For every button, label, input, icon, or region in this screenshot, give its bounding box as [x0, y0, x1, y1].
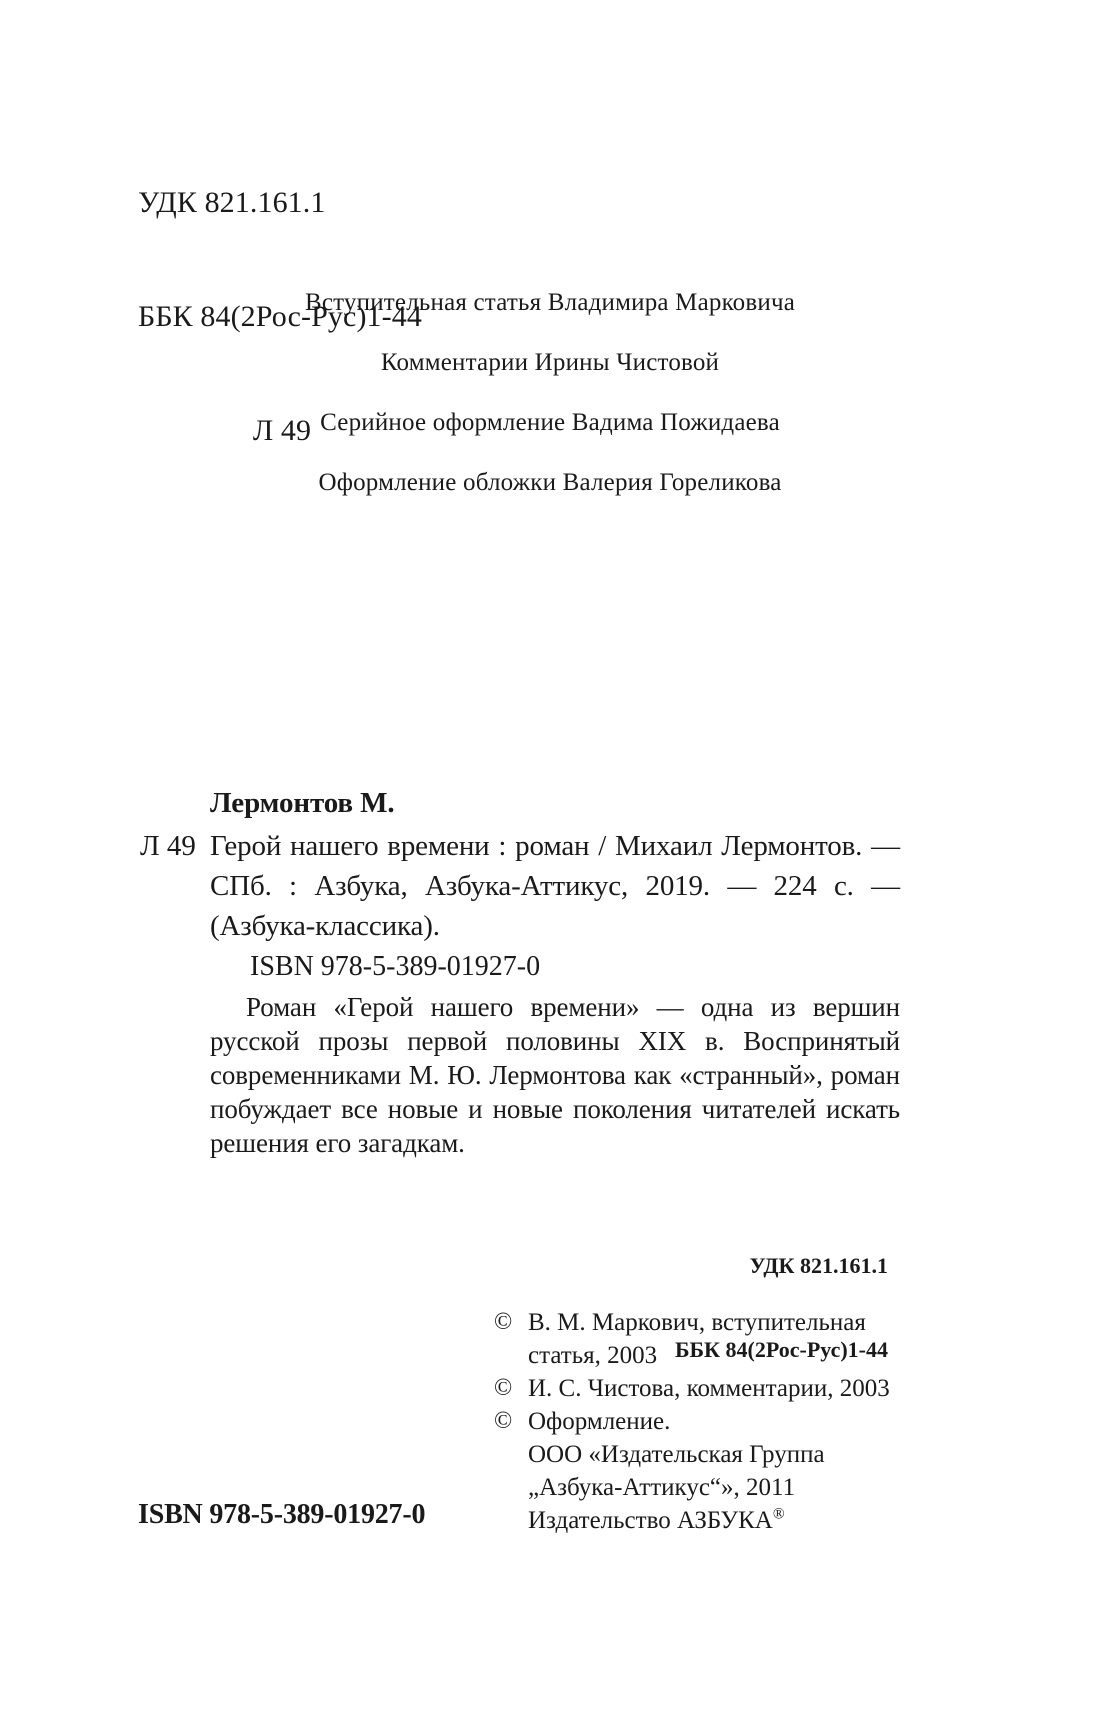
publisher-name-line-2: „Азбука-Аттикус“», 2011	[528, 1474, 796, 1501]
copyright-icon: ©	[494, 1309, 513, 1335]
biblio-shelfmark: Л 49	[140, 830, 196, 862]
credit-line-intro-article: Вступительная статья Владимира Марковича	[304, 289, 796, 316]
bibliographic-record	[140, 786, 900, 1160]
copyright-entry-commentary	[494, 1372, 914, 1405]
credits-block	[0, 288, 1100, 498]
copyright-entry-line: В. М. Маркович, вступительная	[528, 1309, 866, 1336]
credit-line-series-design: Серийное оформление Вадима Пожидаева	[320, 409, 780, 436]
publisher-imprint	[494, 1504, 914, 1537]
copyright-block	[494, 1306, 914, 1537]
copyright-entry-design	[494, 1405, 914, 1438]
registered-trademark-icon: ®	[772, 1505, 785, 1523]
biblio-author-heading: Лермонтов М.	[210, 787, 395, 819]
shelfmark-top: Л 49	[252, 414, 312, 447]
copyright-entry-line: И. С. Чистова, комментарии, 2003	[528, 1375, 890, 1402]
bbk-code-top: ББК 84(2Рос-Рус)1-44	[138, 300, 422, 333]
biblio-body	[140, 826, 900, 1160]
udk-code-top: УДК 821.161.1	[138, 186, 326, 219]
credit-line-commentary: Комментарии Ирины Чистовой	[380, 349, 720, 376]
biblio-annotation: Роман «Герой нашего времени» — одна из вершин русской прозы первой половины XIX в. Воспринятый современниками М. Ю. Лермонтова как «странный», роман побуждает все новые и новые поколения читателей искать решения его загадкам.	[210, 992, 900, 1158]
copyright-entry-intro-article-cont: статья, 2003	[528, 1342, 658, 1369]
copyright-icon: ©	[494, 1375, 513, 1401]
biblio-isbn: ISBN 978-5-389-01927-0	[250, 951, 541, 982]
isbn-bottom: ISBN 978-5-389-01927-0	[138, 1499, 426, 1530]
bbk-code-bottom: ББК 84(2Рос-Рус)1-44	[674, 1337, 888, 1362]
biblio-description: Герой нашего времени : роман / Михаил Лермонтов. — СПб. : Азбука, Азбука-Аттикус, 2019. — 224 с. — (Азбука-классика).	[210, 830, 900, 942]
copyright-icon: ©	[494, 1408, 513, 1434]
publisher-name-line-1: ООО «Издательская Группа	[528, 1441, 825, 1468]
udk-code-bottom: УДК 821.161.1	[749, 1253, 888, 1278]
credit-line-cover-design: Оформление обложки Валерия Гореликова	[318, 469, 782, 496]
publisher-imprint-text: Издательство АЗБУКА	[528, 1507, 773, 1534]
copyright-entry-intro-article	[494, 1306, 914, 1339]
copyright-entry-line: Оформление.	[528, 1408, 671, 1435]
